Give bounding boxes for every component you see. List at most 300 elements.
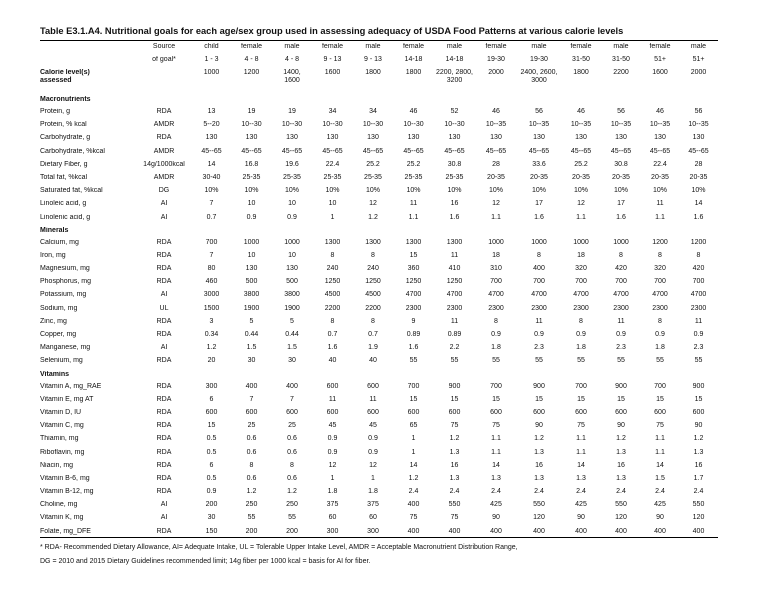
- value-cell: 10: [247, 200, 256, 208]
- value-cell: 130: [286, 265, 298, 273]
- value-cell: 10%: [488, 187, 503, 195]
- value-cell: 10--35: [649, 121, 671, 129]
- column-header: 51+: [692, 56, 705, 63]
- calorie-cell: [561, 69, 601, 96]
- value-cell: 130: [448, 134, 461, 142]
- value-cell: 8: [494, 317, 498, 325]
- value-cell: 8: [658, 251, 662, 259]
- value-cell: 9: [411, 317, 416, 325]
- calorie-cell: [192, 69, 231, 96]
- value-cell: 4700: [573, 291, 589, 299]
- table-row: [40, 134, 718, 147]
- value-cell: 130: [326, 134, 339, 142]
- value-cell: 45--65: [444, 147, 465, 155]
- value-cell: 1.6: [327, 344, 338, 352]
- value-cell: 900: [448, 382, 461, 390]
- nutrient-label: Iron, mg: [40, 251, 66, 259]
- table-row: [40, 514, 718, 527]
- value-cell: 1000: [243, 238, 260, 246]
- source-cell: RDA: [156, 238, 172, 246]
- value-cell: 75: [577, 422, 585, 430]
- value-cell: 56: [535, 108, 543, 115]
- value-cell: 1.8: [368, 488, 378, 496]
- value-cell: 1.2: [616, 435, 626, 443]
- value-cell: 0.7: [206, 213, 217, 221]
- value-cell: 22.4: [653, 160, 667, 168]
- value-cell: 10--35: [528, 121, 550, 129]
- value-cell: 1.5: [287, 344, 297, 352]
- calorie-value: 2000: [488, 69, 504, 76]
- value-cell: 10%: [204, 187, 219, 195]
- source-cell: UL: [159, 304, 169, 312]
- value-cell: 4700: [690, 291, 707, 299]
- value-cell: 8: [619, 251, 623, 259]
- value-cell: 1000: [284, 238, 300, 246]
- value-cell: 1.5: [246, 344, 257, 352]
- column-header: 4 - 8: [244, 56, 259, 63]
- value-cell: 7: [209, 251, 214, 259]
- value-cell: 120: [615, 514, 627, 522]
- column-header: 1 - 3: [204, 56, 219, 63]
- table-row: [40, 174, 718, 187]
- calorie-value: 1800: [573, 69, 589, 76]
- source-cell: RDA: [156, 527, 172, 535]
- source-cell: AI: [160, 514, 168, 522]
- value-cell: 0.6: [287, 474, 297, 482]
- nutrient-label: Copper, mg: [40, 331, 77, 338]
- calorie-value: 1000: [203, 69, 220, 76]
- value-cell: 13: [207, 108, 216, 115]
- column-header: 19-30: [487, 56, 505, 63]
- source-cell: RDA: [156, 488, 172, 496]
- bottom-rule: [40, 537, 718, 538]
- value-cell: 33.6: [532, 160, 546, 168]
- footnote-line: * RDA- Recommended Dietary Allowance, AI= Adequate Intake, UL = Tolerable Upper Intake Level, AMDR = Acceptable Macronutrient Distribution Range,: [40, 544, 518, 551]
- value-cell: 25-35: [323, 173, 342, 181]
- column-header: female: [240, 43, 262, 50]
- value-cell: 46: [656, 108, 664, 115]
- value-cell: 15: [535, 395, 543, 403]
- value-cell: 11: [450, 317, 459, 325]
- value-cell: 8: [330, 251, 335, 259]
- source-cell: RDA: [156, 408, 172, 416]
- value-cell: 45--65: [362, 147, 384, 155]
- value-cell: 4700: [652, 291, 668, 299]
- nutrient-label: Vitamin E, mg AT: [40, 395, 94, 403]
- value-cell: 300: [326, 527, 339, 535]
- value-cell: 0.6: [287, 435, 297, 443]
- value-cell: 45: [369, 422, 377, 430]
- value-cell: 30.8: [614, 160, 628, 168]
- value-cell: 10--35: [688, 121, 709, 129]
- source-cell: RDA: [156, 448, 172, 456]
- value-cell: 1.6: [693, 213, 704, 221]
- value-cell: 75: [409, 514, 418, 522]
- value-cell: 4700: [488, 291, 504, 299]
- value-cell: 16: [450, 461, 459, 469]
- value-cell: 15: [207, 422, 216, 430]
- value-cell: 5: [249, 317, 254, 325]
- nutrient-label: Linolenic acid, g: [40, 213, 91, 221]
- value-cell: 15: [409, 251, 418, 259]
- value-cell: 90: [694, 422, 703, 430]
- value-cell: 600: [692, 408, 705, 416]
- value-cell: 45: [328, 422, 337, 430]
- calorie-value: 3000: [531, 77, 547, 85]
- value-cell: 25.2: [574, 160, 588, 168]
- value-cell: 410: [448, 265, 461, 273]
- value-cell: 10: [288, 200, 296, 208]
- nutrient-label: Magnesium, mg: [40, 265, 90, 273]
- value-cell: 55: [247, 514, 256, 522]
- value-cell: 900: [533, 382, 545, 390]
- value-cell: 0.9: [616, 331, 626, 338]
- column-header: 9 - 13: [364, 56, 382, 63]
- value-cell: 200: [245, 527, 258, 535]
- source-cell: AI: [160, 501, 168, 509]
- value-cell: 1300: [446, 238, 463, 246]
- column-header: 31-50: [572, 56, 590, 63]
- column-header: [40, 43, 136, 56]
- value-cell: 8: [579, 317, 583, 325]
- value-cell: 34: [328, 108, 337, 115]
- column-header: male: [365, 43, 381, 50]
- value-cell: 75: [450, 514, 459, 522]
- footnote-line: DG = 2010 and 2015 Dietary Guidelines recommended limit; 14g fiber per 1000 kcal = basis for AI for fiber.: [40, 558, 371, 565]
- table-row: [40, 409, 718, 422]
- value-cell: 1000: [531, 238, 547, 246]
- value-cell: 1.1: [576, 448, 586, 456]
- table-row: [40, 278, 718, 291]
- value-cell: 3: [209, 317, 214, 325]
- value-cell: 45--65: [322, 147, 343, 155]
- value-cell: 0.9: [287, 213, 297, 221]
- value-cell: 2200: [324, 304, 341, 312]
- value-cell: 600: [326, 408, 339, 416]
- value-cell: 250: [245, 501, 258, 509]
- table-row: [40, 396, 718, 409]
- column-header: female: [402, 43, 424, 50]
- source-cell: AI: [160, 200, 168, 208]
- column-header: male: [613, 43, 629, 50]
- header-row: [40, 56, 718, 69]
- value-cell: 2300: [488, 304, 504, 312]
- value-cell: 12: [492, 200, 500, 208]
- value-cell: 2.3: [616, 344, 626, 352]
- value-cell: 400: [448, 527, 461, 535]
- value-cell: 1.6: [449, 213, 460, 221]
- value-cell: 0.9: [534, 331, 544, 338]
- value-cell: 11: [450, 251, 459, 259]
- column-header: 14-18: [445, 56, 464, 63]
- value-cell: 0.9: [655, 331, 665, 338]
- value-cell: 250: [286, 501, 298, 509]
- value-cell: 10--30: [403, 121, 424, 129]
- value-cell: 0.34: [204, 331, 219, 338]
- value-cell: 375: [367, 501, 379, 509]
- column-header: female: [321, 43, 343, 50]
- value-cell: 240: [326, 265, 339, 273]
- value-cell: 11: [617, 317, 625, 325]
- value-cell: 500: [245, 278, 258, 286]
- value-cell: 20: [207, 357, 216, 365]
- value-cell: 3800: [284, 291, 300, 299]
- value-cell: 7: [290, 395, 294, 403]
- value-cell: 1000: [613, 238, 629, 246]
- value-cell: 1.8: [491, 344, 501, 352]
- value-cell: 0.6: [287, 448, 297, 456]
- value-cell: 0.6: [246, 435, 257, 443]
- value-cell: 55: [617, 357, 625, 365]
- value-cell: 45--65: [201, 147, 222, 155]
- source-cell: RDA: [156, 474, 172, 482]
- value-cell: 0.7: [368, 331, 378, 338]
- value-cell: 55: [656, 357, 664, 365]
- value-cell: 90: [535, 422, 543, 430]
- value-cell: 0.7: [327, 331, 338, 338]
- value-cell: 1250: [365, 278, 381, 286]
- value-cell: 600: [575, 408, 587, 416]
- value-cell: 1.5: [655, 474, 665, 482]
- value-cell: 2300: [405, 304, 422, 312]
- value-cell: 75: [656, 422, 664, 430]
- value-cell: 17: [617, 200, 625, 208]
- value-cell: 16: [694, 461, 703, 469]
- value-cell: 1.2: [534, 435, 544, 443]
- value-cell: 4700: [531, 291, 547, 299]
- value-cell: 130: [245, 265, 258, 273]
- value-cell: 550: [615, 501, 627, 509]
- section-heading: Minerals: [40, 226, 69, 234]
- column-header: Source: [152, 43, 176, 50]
- value-cell: 900: [615, 382, 627, 390]
- value-cell: 600: [490, 408, 502, 416]
- value-cell: 600: [205, 408, 218, 416]
- table-row: [40, 121, 718, 134]
- value-cell: 0.9: [368, 448, 378, 456]
- value-cell: 46: [492, 108, 500, 115]
- value-cell: 90: [617, 422, 625, 430]
- nutrient-label: Vitamin B-12, mg: [40, 488, 94, 496]
- value-cell: 10%: [284, 187, 299, 195]
- value-cell: 19: [288, 108, 296, 115]
- value-cell: 1.6: [534, 213, 544, 221]
- value-cell: 550: [692, 501, 705, 509]
- nutrient-label: Sodium, mg: [40, 304, 78, 312]
- value-cell: 1.3: [534, 474, 544, 482]
- value-cell: 1.3: [616, 448, 626, 456]
- calorie-value: 2200, 2800,: [436, 69, 473, 76]
- calorie-label: [40, 69, 136, 96]
- value-cell: 40: [369, 357, 377, 365]
- value-cell: 60: [369, 514, 377, 522]
- value-cell: 1.2: [449, 435, 460, 443]
- value-cell: 130: [692, 134, 705, 142]
- column-header: 9 - 13: [323, 56, 342, 63]
- value-cell: 150: [205, 527, 218, 535]
- value-cell: 56: [694, 108, 703, 115]
- source-cell: RDA: [156, 422, 172, 430]
- value-cell: 12: [369, 461, 377, 469]
- source-cell: RDA: [156, 435, 172, 443]
- table-row: [40, 422, 718, 435]
- value-cell: 420: [615, 265, 627, 273]
- section-row: [40, 227, 718, 239]
- table-row: [40, 200, 718, 213]
- value-cell: 20-35: [572, 173, 590, 181]
- table-row: [40, 214, 718, 227]
- source-cell: RDA: [156, 278, 172, 286]
- table-row: [40, 239, 718, 252]
- value-cell: 45--65: [570, 147, 592, 155]
- value-cell: 25-35: [283, 173, 301, 181]
- value-cell: 2.3: [693, 344, 704, 352]
- value-cell: 45--65: [241, 147, 262, 155]
- value-cell: 25: [247, 422, 256, 430]
- value-cell: 45--65: [528, 147, 550, 155]
- calorie-value: 1800: [365, 69, 381, 76]
- value-cell: 12: [369, 200, 377, 208]
- value-cell: 1.2: [287, 488, 297, 496]
- value-cell: 2200: [365, 304, 381, 312]
- value-cell: 1.8: [576, 344, 586, 352]
- value-cell: 1: [330, 213, 335, 221]
- value-cell: 10%: [365, 187, 380, 195]
- table-row: [40, 462, 718, 475]
- table-row: [40, 252, 718, 265]
- value-cell: 16: [617, 461, 625, 469]
- value-cell: 130: [490, 134, 502, 142]
- value-cell: 400: [533, 265, 545, 273]
- value-cell: 1300: [324, 238, 341, 246]
- value-cell: 0.9: [491, 331, 501, 338]
- value-cell: 75: [450, 422, 459, 430]
- nutrient-label: Vitamin K, mg: [40, 514, 84, 522]
- value-cell: 0.5: [206, 474, 217, 482]
- calorie-cell: [641, 69, 679, 96]
- value-cell: 45--65: [649, 147, 671, 155]
- column-header: 19-30: [530, 56, 548, 63]
- value-cell: 55: [450, 357, 459, 365]
- value-cell: 600: [367, 408, 379, 416]
- table-row: [40, 161, 718, 174]
- value-cell: 25-35: [445, 173, 464, 181]
- value-cell: 500: [286, 278, 298, 286]
- value-cell: 600: [245, 408, 258, 416]
- column-header: male: [690, 43, 707, 50]
- value-cell: 1.1: [576, 213, 586, 221]
- source-cell: 14g/1000kcal: [143, 160, 185, 168]
- source-cell: RDA: [156, 108, 172, 115]
- section-row: [40, 371, 718, 383]
- value-cell: 60: [328, 514, 337, 522]
- value-cell: 120: [533, 514, 545, 522]
- value-cell: 45--65: [485, 147, 507, 155]
- calorie-row: [40, 69, 718, 96]
- value-cell: 130: [615, 134, 627, 142]
- value-cell: 10--30: [322, 121, 343, 129]
- value-cell: 28: [492, 160, 500, 168]
- calorie-cell: [679, 69, 718, 96]
- value-cell: 130: [286, 134, 298, 142]
- value-cell: 700: [205, 238, 218, 246]
- value-cell: 400: [245, 382, 258, 390]
- value-cell: 2.4: [693, 488, 704, 496]
- source-cell: AMDR: [153, 121, 175, 129]
- value-cell: 20-35: [689, 173, 708, 181]
- section-heading: Vitamins: [40, 370, 70, 378]
- value-cell: 1.2: [246, 488, 257, 496]
- value-cell: 130: [407, 134, 420, 142]
- value-cell: 30: [247, 357, 256, 365]
- calorie-cell: [393, 69, 434, 96]
- value-cell: 6: [209, 395, 214, 403]
- value-cell: 10%: [244, 187, 259, 195]
- value-cell: 2.4: [534, 488, 544, 496]
- value-cell: 0.44: [244, 331, 259, 338]
- nutrient-label: Protein, % kcal: [40, 121, 87, 129]
- value-cell: 11: [328, 395, 337, 403]
- value-cell: 550: [533, 501, 545, 509]
- value-cell: 400: [286, 382, 298, 390]
- nutrition-table: [40, 43, 718, 541]
- value-cell: 0.9: [693, 331, 704, 338]
- value-cell: 10--35: [485, 121, 507, 129]
- value-cell: 700: [654, 382, 666, 390]
- nutrient-label: Manganese, mg: [40, 344, 91, 352]
- value-cell: 1250: [405, 278, 422, 286]
- value-cell: 600: [615, 408, 627, 416]
- value-cell: 550: [448, 501, 461, 509]
- source-cell: RDA: [156, 134, 172, 142]
- value-cell: 375: [326, 501, 339, 509]
- value-cell: 25-35: [404, 173, 423, 181]
- value-cell: 30: [288, 357, 296, 365]
- value-cell: 700: [490, 278, 502, 286]
- column-header: female: [485, 43, 507, 50]
- value-cell: 0.9: [327, 448, 338, 456]
- table-row: [40, 435, 718, 448]
- value-cell: 4700: [613, 291, 629, 299]
- value-cell: 1.2: [206, 344, 217, 352]
- section-heading: Macronutrients: [40, 96, 91, 103]
- value-cell: 14: [577, 461, 585, 469]
- source-cell: AI: [160, 344, 168, 352]
- value-cell: 10--30: [444, 121, 465, 129]
- table-row: [40, 305, 718, 318]
- column-header: [40, 56, 136, 69]
- value-cell: 0.44: [285, 331, 299, 338]
- value-cell: 2.2: [449, 344, 460, 352]
- value-cell: 8: [658, 317, 662, 325]
- value-cell: 2.4: [616, 488, 626, 496]
- value-cell: 1900: [243, 304, 260, 312]
- value-cell: 20-35: [612, 173, 630, 181]
- value-cell: 0.6: [246, 474, 257, 482]
- value-cell: 1: [411, 435, 416, 443]
- value-cell: 11: [656, 200, 664, 208]
- nutrient-label: Selenium, mg: [40, 357, 83, 365]
- source-cell: [136, 69, 192, 96]
- value-cell: 8: [330, 317, 335, 325]
- value-cell: 10--30: [362, 121, 384, 129]
- value-cell: 700: [575, 278, 587, 286]
- nutrient-label: Vitamin D, IU: [40, 408, 82, 416]
- calorie-label-line: assessed: [40, 77, 72, 85]
- value-cell: 18: [492, 251, 500, 259]
- nutrient-label: Zinc, mg: [40, 317, 67, 325]
- value-cell: 4500: [365, 291, 381, 299]
